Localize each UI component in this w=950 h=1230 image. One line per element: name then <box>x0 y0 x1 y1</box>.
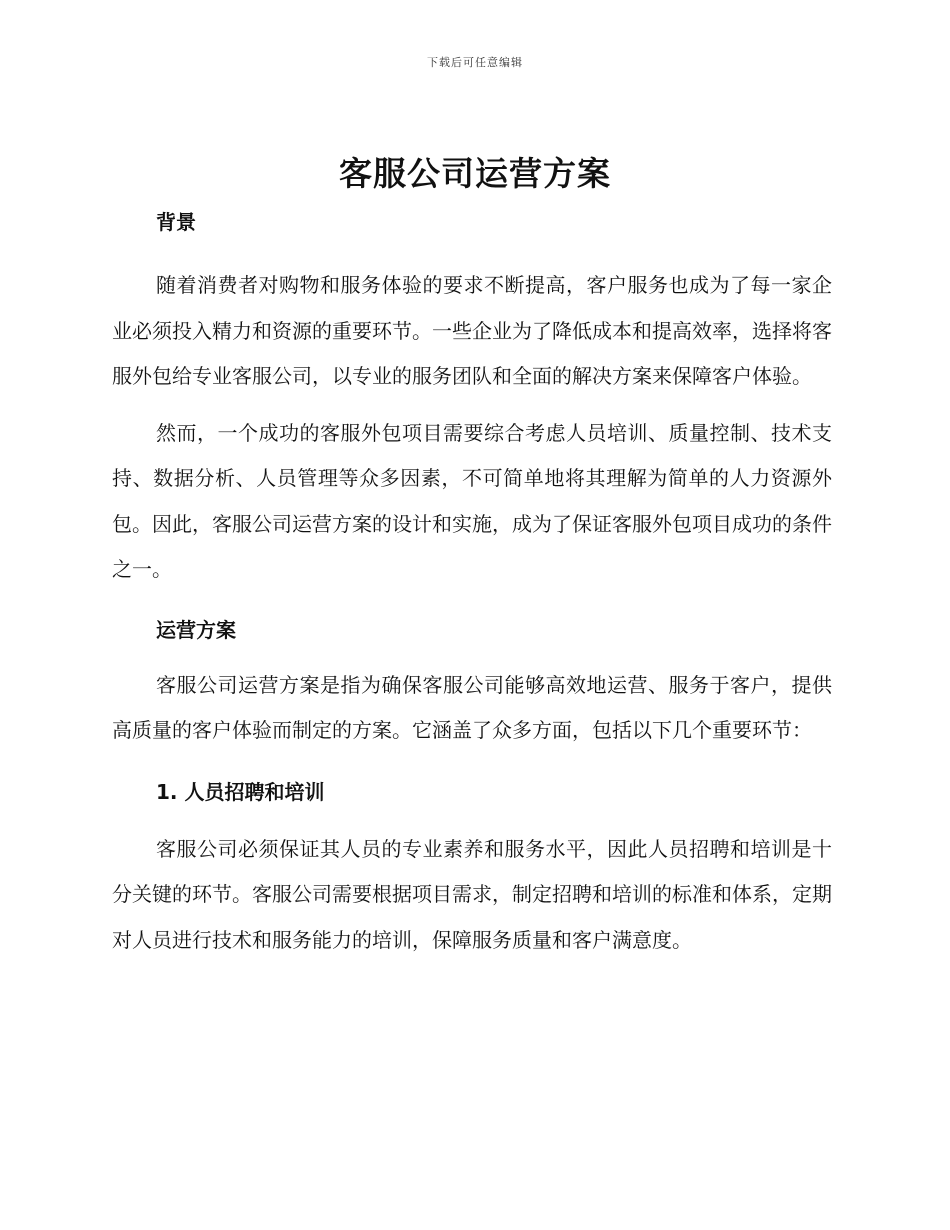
background-paragraph-1: 随着消费者对购物和服务体验的要求不断提高，客户服务也成为了每一家企业必须投入精力和资源的重要环节。一些企业为了降低成本和提高效率，选择将客服外包给专业客服公司，以专业的服务团队和全面的解决方案来保障客户体验。 <box>112 273 832 388</box>
document-title: 客服公司运营方案 <box>339 154 611 193</box>
operations-paragraph: 客服公司运营方案是指为确保客服公司能够高效地运营、服务于客户，提供高质量的客户体验而制定的方案。它涵盖了众多方面，包括以下几个重要环节： <box>112 672 832 742</box>
page-header-note: 下载后可任意编辑 <box>427 56 523 69</box>
section-heading-operations: 运营方案 <box>156 617 236 642</box>
document-body <box>112 200 832 963</box>
section-heading-recruitment-training: 1. 人员招聘和培训 <box>156 779 325 804</box>
recruitment-training-paragraph: 客服公司必须保证其人员的专业素养和服务水平，因此人员招聘和培训是十分关键的环节。客服公司需要根据项目需求，制定招聘和培训的标准和体系，定期对人员进行技术和服务能力的培训，保障服务质量和客户满意度。 <box>112 836 832 952</box>
background-paragraph-2: 然而，一个成功的客服外包项目需要综合考虑人员培训、质量控制、技术支持、数据分析、人员管理等众多因素，不可简单地将其理解为简单的人力资源外包。因此，客服公司运营方案的设计和实施，成为了保证客服外包项目成功的条件之一。 <box>112 420 832 581</box>
section-heading-background: 背景 <box>156 210 196 234</box>
